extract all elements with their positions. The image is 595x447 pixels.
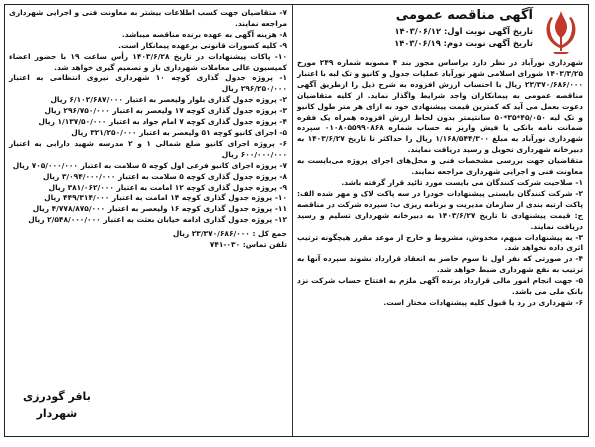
- condition-item: ۳- به پیشنهادات مبهم، مخدوش، مشروط و خارج از موعد مقرر هیچگونه ترتیب اثری داده نخواهد شد.: [297, 232, 583, 253]
- project-item: ۶- پروژه اجرای کانیو ضلع شمالی ۱ و ۲ مدرسه شهید دارابی به اعتبار ۶۰۰/۰۰۰/۰۰۰ ریال: [9, 138, 287, 159]
- tender-notice: [4, 4, 589, 437]
- signer-title: شهردار: [36, 407, 78, 420]
- condition-item: ۲- شرکت کنندگان بایستی پیشنهادات خودرا در سه پاکت لاک و مهر شده الف: پاکت ارتبه بندی از سازمان مدیریت و برنامه ریزی ب: سپرده شرکت در مناقصه ج: قیمت پیشنهادی تا تاریخ ۱۴۰۳/۶/۲۷ به دبیرخانه شهرداری تسلیم و رسید دریافت نمایند.: [297, 188, 584, 231]
- project-item: ۷- پروژه اجرای کانیو فرعی اول کوچه ۵ سلامت به اعتبار ۷۰۵/۰۰۰/۰۰۰ ریال: [12, 160, 287, 170]
- intro-paragraph: شهرداری نورآباد در نظر دارد براساس مجوز بند ۴ مصوبه شماره ۲۴۹ مورخ ۱۴۰۳/۳/۲۵ شورای اسلامی شهر نورآباد عملیات جدول و کانیو و تک لبه با اعتبار ۲۳/۳۷۰/۶۸۶/۰۰۰ ریال با احتساب ارزش افزوده به شرح ذیل را ازطریق آگهی مناقصه عمومی به پیمانکاران واجد شرایط واگذار نماید. از کلیه متقاضیان دعوت بعمل می آید که کمترین قیمت پیشنهادی خود به ازای هر متر طول کانیو و تک لبه ۴۵/۰۵۰*۳۵*۵۰ سانتیمتر بدون لحاظ ارزش افزوده همراه یک فقره ضمانت نامه بانکی یا فیش واریز به حساب شماره ۰۱۰۸۰۵۵۹۹۰۸۶۸ سپرده شهرداری نورآباد به مبلغ ۱/۱۶۸/۵۴۴/۳۰۰ ریال را حداکثر تا تاریخ ۱۴۰۳/۶/۲۷ به دبیرخانه شهرداری تحویل و رسید دریافت نمایند.: [297, 58, 583, 155]
- project-item: ۲- پروژه جدول گذاری بلوار ولیعصر به اعتبار ۶/۱۰۲/۶۸۷/۰۰۰ ریال: [50, 95, 287, 105]
- second-notice-date: تاریخ آگهی نوبت دوم: ۱۴۰۳/۰۶/۱۹: [394, 38, 533, 48]
- project-item: ۸- پروژه جدول گذاری کوچه ۵ سلامت به اعتبار ۳/۰۹۴/۰۰۰/۰۰۰ ریال: [42, 171, 287, 181]
- project-item: ۹- پروژه جدول گذاری کوچه ۱۲ امامت به اعتبار ۳۸۱/۰۶۲/۰۰۰ ریال: [48, 182, 287, 192]
- project-item: ۱۰- پروژه جدول گذاری کوچه ۱۴ امامت به اعتبار ۴۴۹/۳۱۴/۰۰۰ ریال: [44, 193, 287, 203]
- first-notice-date: تاریخ آگهی نوبت اول: ۱۴۰۳/۰۶/۱۲: [394, 26, 533, 36]
- condition-item: ۱- صلاحیت شرکت کنندگان می بایست مورد تائید قرار گرفته باشد.: [341, 177, 583, 187]
- project-item: ۱- پروژه جدول گذاری کوچه ۱۰ شهرداری نیروی انتظامی به اعتبار ۲۹۶/۲۵۰/۰۰۰ ریال: [9, 73, 287, 94]
- project-item: ۱۱- پروژه جدول گذاری کوچه ۱۶ ولیعصر به اعتبار ۴/۷۷۸/۸۷۵/۰۰۰ ریال: [32, 204, 287, 214]
- contact-phone: تلفن تماس: ۰۳۰-۷۴۱: [209, 240, 287, 250]
- signer-name: باقر گودرزی: [23, 390, 91, 403]
- condition-item: ۶- شهرداری در رد یا قبول کلیه پیشنهادات مختار است.: [383, 297, 583, 307]
- left-column: [5, 5, 292, 436]
- project-item: ۳- پروژه جدول گذاری کوچه ۱۷ ولیعصر به اعتبار ۲۹۶/۷۵۰/۰۰۰ ریال: [44, 106, 287, 116]
- total-amount: جمع کل : ۲۳/۳۷۰/۶۸۶/۰۰۰ ریال: [172, 229, 287, 239]
- project-item: ۱۲- پروژه جدول گذاری ادامه خیابان بعثت به اعتبار ۲/۵۴۸/۰۰۰/۰۰۰ ریال: [28, 215, 287, 225]
- signature-block: [23, 388, 91, 422]
- project-item: ۴- پروژه جدول گذاری کوچه ۷ امام جواد به اعتبار ۱/۱۳۷/۵۰/۰۰۰ ریال: [38, 117, 287, 127]
- project-item: ۵- اجرای کانیو کوچه ۵۱ ولیعصر به اعتبار ۳۲۱/۲۵۰/۰۰۰ ریال: [71, 127, 287, 137]
- condition-item: ۸- هزینه آگهی به عهده برنده مناقصه میباشد.: [121, 29, 287, 39]
- intro-note: متقاضیان جهت بررسی مشخصات فنی و محل‌های اجرای پروژه می‌بایست به معاونت فنی و اجرایی شهرداری مراجعه نمایند.: [297, 156, 583, 177]
- iran-emblem-icon: [539, 8, 583, 56]
- condition-item: ۵- جهت انجام امور مالی قرارداد برنده آگهی ملزم به افتتاح حساب شرکت نزد بانک ملی می باشد.: [297, 276, 583, 297]
- condition-item: ۴- در صورتی که نفر اول تا سوم حاضر به انعقاد قرارداد نشوند سپرده آنها به ترتیب به نفع شهرداری ضبط خواهد شد.: [297, 254, 583, 275]
- condition-item: ۹- کلیه کسورات قانونی برعهده پیمانکار است.: [118, 40, 287, 50]
- notice-header: [297, 8, 583, 58]
- right-column: [292, 5, 588, 436]
- condition-item: ۷- متقاضیان جهت کسب اطلاعات بیشتر به معاونت فنی و اجرایی شهرداری مراجعه نمایند.: [9, 8, 287, 28]
- notice-title: آگهی مناقصه عمومی: [395, 8, 533, 23]
- condition-item: ۱۰- پاکات پیشنهادات در تاریخ ۱۴۰۳/۶/۲۸ رأس ساعت ۱۹ با حضور اعضاء کمیسیون عالی معاملات شهرداری باز و تصمیم گیری خواهد شد.: [9, 51, 287, 72]
